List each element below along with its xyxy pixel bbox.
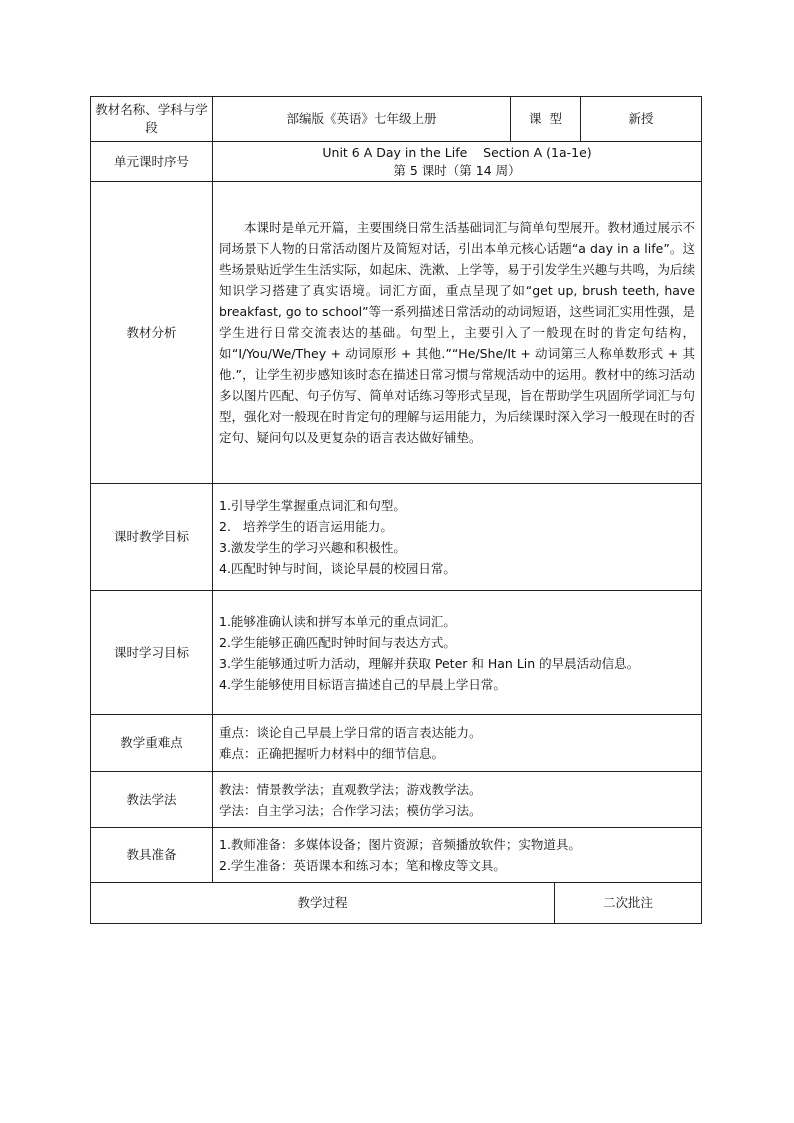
key-point-item: 重点：谈论自己早晨上学日常的语言表达能力。	[219, 725, 482, 740]
teaching-goal-item: 1.引导学生掌握重点词汇和句型。	[219, 498, 406, 513]
teaching-goal-item: 3.激发学生的学习兴趣和积极性。	[219, 540, 406, 555]
methods-row	[91, 772, 702, 828]
lesson-type-label: 课 型	[511, 97, 581, 142]
teaching-goal-item: 4.匹配时钟与时间，谈论早晨的校园日常。	[219, 561, 456, 576]
footer-row	[91, 883, 702, 924]
tools-content	[213, 828, 702, 883]
learning-goal-item: 1.能够准确认读和拼写本单元的重点词汇。	[219, 613, 456, 629]
analysis-label: 教材分析	[91, 182, 213, 484]
tools-row	[91, 828, 702, 883]
key-points-row	[91, 715, 702, 772]
key-points-label: 教学重难点	[91, 715, 213, 772]
lesson-plan-page	[90, 96, 701, 924]
unit-row	[91, 142, 702, 182]
learning-goals-label: 课时学习目标	[91, 591, 213, 715]
methods-label: 教法学法	[91, 772, 213, 828]
second-notes-label: 二次批注	[555, 883, 702, 924]
key-points-content	[213, 715, 702, 772]
header-row	[91, 97, 702, 142]
teaching-goals-content	[213, 484, 702, 591]
learning-goals-row	[91, 591, 702, 715]
unit-period: 第 5 课时（第 14 周）	[393, 162, 521, 178]
learning-goals-content	[213, 591, 702, 715]
analysis-text: 本课时是单元开篇，主要围绕日常生活基础词汇与简单句型展开。教材通过展示不同场景下人物的日常活动图片及简短对话，引出本单元核心话题“a day in a life”。这些场景贴近学生生活实际，如起床、洗漱、上学等，易于引发学生兴趣与共鸣，为后续知识学习搭建了真实语境。词汇方面，重点呈现了如“get up, brush teeth, have breakfast, go to school”等一系列描述日常活动的动词短语，这些词汇实用性强，是学生进行日常交流表达的基础。句型上，主要引入了一般现在时的肯定句结构，如“I/You/We/They + 动词原形 + 其他.”“He/She/It + 动词第三人称单数形式 + 其他.”，让学生初步感知该时态在描述日常习惯与常规活动中的运用。教材中的练习活动多以图片匹配、句子仿写、简单对话练习等形式呈现，旨在帮助学生巩固所学词汇与句型，强化对一般现在时肯定句的理解与运用能力，为后续课时深入学习一般现在时的否定句、疑问句以及更复杂的语言表达做好铺垫。	[219, 220, 696, 445]
material-label: 教材名称、学科与学段	[91, 97, 213, 142]
learning-goal-item: 3.学生能够通过听力活动，理解并获取 Peter 和 Han Lin 的早晨活动信息。	[219, 655, 640, 671]
teaching-goals-row	[91, 484, 702, 591]
unit-value	[213, 142, 702, 182]
unit-title: Unit 6 A Day in the Life Section A (1a-1e)	[322, 144, 592, 160]
method-item: 学法：自主学习法；合作学习法；模仿学习法。	[219, 802, 482, 818]
methods-content	[213, 772, 702, 828]
teaching-process-label: 教学过程	[91, 883, 555, 924]
material-value: 部编版《英语》七年级上册	[213, 97, 511, 142]
teaching-goals-label: 课时教学目标	[91, 484, 213, 591]
lesson-type-value: 新授	[581, 97, 702, 142]
teaching-goal-item: 2. 培养学生的语言运用能力。	[219, 519, 393, 534]
lesson-plan-table	[90, 96, 702, 924]
method-item: 教法：情景教学法；直观教学法；游戏教学法。	[219, 781, 482, 797]
learning-goal-item: 2.学生能够正确匹配时钟时间与表达方式。	[219, 634, 456, 650]
tools-label: 教具准备	[91, 828, 213, 883]
analysis-row	[91, 182, 702, 484]
tool-item: 1.教师准备：多媒体设备；图片资源；音频播放软件；实物道具。	[219, 837, 581, 852]
key-point-item: 难点：正确把握听力材料中的细节信息。	[219, 746, 445, 761]
unit-label: 单元课时序号	[91, 142, 213, 182]
analysis-content	[213, 182, 702, 484]
tool-item: 2.学生准备：英语课本和练习本；笔和橡皮等文具。	[219, 858, 506, 873]
learning-goal-item: 4.学生能够使用目标语言描述自己的早晨上学日常。	[219, 676, 506, 692]
